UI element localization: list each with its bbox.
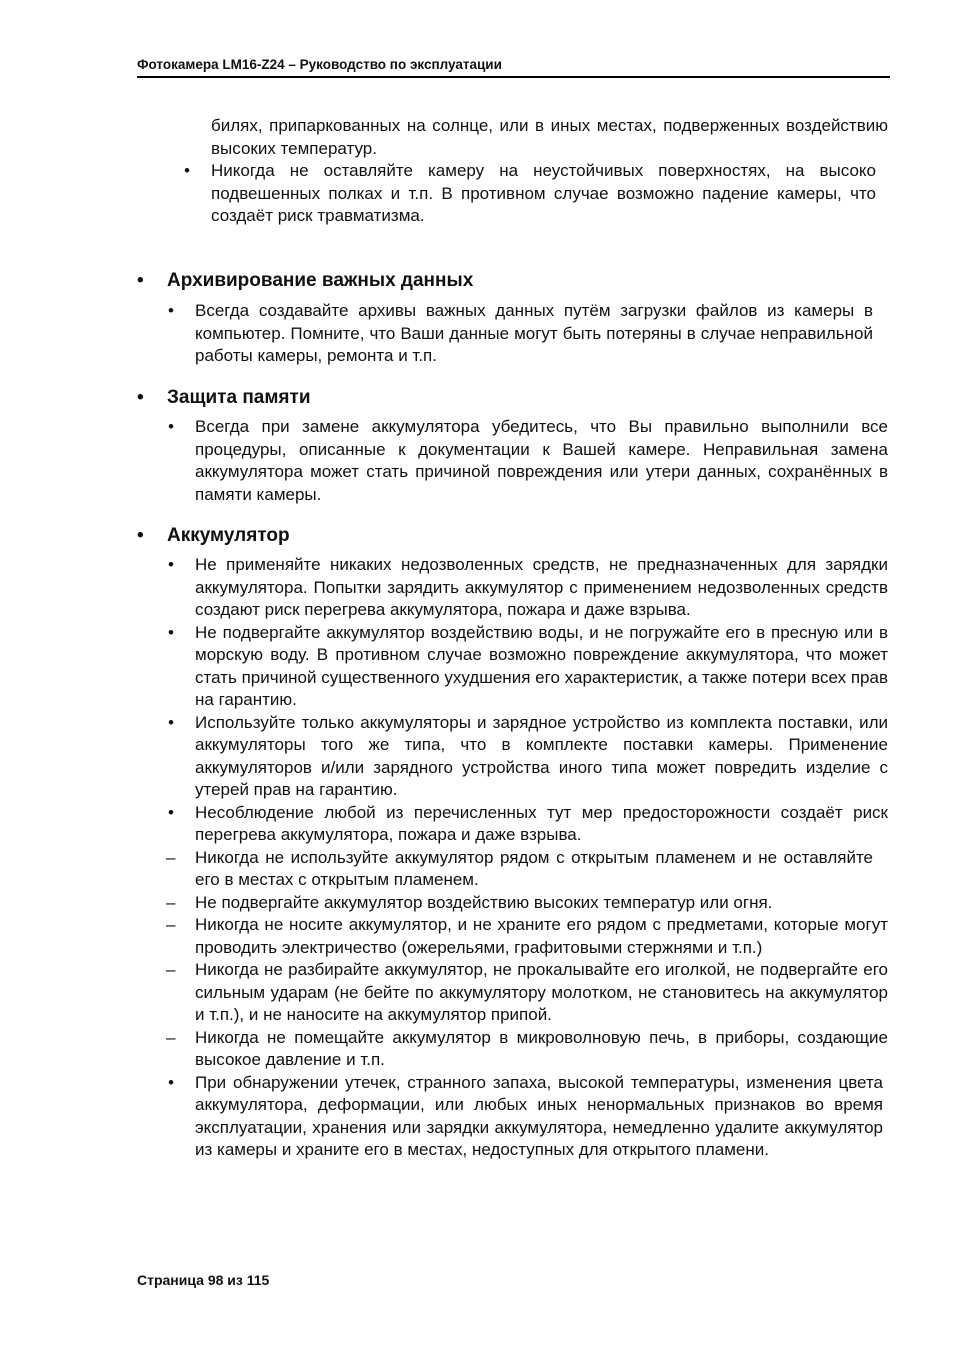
page-footer: Страница 98 из 115 — [137, 1272, 270, 1288]
section-bullet-marker: • — [137, 270, 144, 291]
bullet-marker: • — [168, 301, 174, 320]
list-item-text: Никогда не оставляйте камеру на неустойчивых поверхностях, на высоко подвешенных полках и т.п. В противном случае возможно падение камеры, что создаёт риск травматизма. — [211, 161, 876, 225]
list-item — [211, 115, 888, 160]
page-header: Фотокамера LM16-Z24 – Руководство по эксплуатации — [137, 57, 502, 72]
header-rule — [137, 76, 890, 78]
bullet-marker: • — [168, 1072, 174, 1092]
list-item — [168, 622, 888, 712]
section-title-text: Архивирование важных данных — [167, 270, 474, 291]
section-memory — [0, 386, 954, 506]
section-bullet-marker: • — [137, 525, 144, 546]
bullet-marker: • — [168, 555, 174, 574]
list-item-text: Не подвергайте аккумулятор воздействию высоких температур или огня. — [195, 892, 773, 912]
dash-marker: – — [166, 960, 176, 979]
list-item — [166, 1027, 888, 1072]
list-item — [166, 847, 873, 892]
section-title — [137, 524, 954, 548]
list-item — [168, 1072, 883, 1162]
list-item — [166, 892, 888, 915]
section-battery — [0, 524, 954, 1162]
list-item — [168, 554, 888, 622]
bullet-marker: • — [168, 802, 174, 822]
list-item-text: Никогда не носите аккумулятор, и не храните его рядом с предметами, которые могут проводить электричество (ожерельями, графитовыми стержнями и т.п.) — [195, 915, 888, 957]
section-title — [137, 386, 954, 410]
continuation-block — [0, 115, 954, 228]
list-item-text: Несоблюдение любой из перечисленных тут мер предосторожности создаёт риск перегрева аккумулятора, пожара и даже взрыва. — [195, 802, 888, 844]
section-bullet-marker: • — [137, 387, 144, 408]
section-title-text: Защита памяти — [167, 387, 311, 408]
list-item — [166, 959, 888, 1027]
dash-marker: – — [166, 847, 176, 867]
list-item-text: Не подвергайте аккумулятор воздействию воды, и не погружайте его в пресную или в морскую воду. В противном случае возможно повреждение аккумулятора, что может стать причиной существенного ухудшения его характеристик, а также потери всех прав на гарантию. — [195, 622, 888, 709]
list-item — [168, 300, 873, 368]
bullet-marker: • — [168, 622, 174, 642]
bullet-marker: • — [168, 712, 174, 732]
dash-marker: – — [166, 1027, 176, 1047]
list-item-text: Используйте только аккумуляторы и зарядное устройство из комплекта поставки, или аккумуляторы того же типа, что в комплекте поставки камеры. Применение аккумуляторов и/или зарядного устройства иного типа может повредить изделие с утерей прав на гарантию. — [195, 712, 888, 799]
list-item-text: При обнаружении утечек, странного запаха, высокой температуры, изменения цвета аккумулятора, деформации, или любых иных ненормальных признаков во время эксплуатации, хранения или зарядки аккумулятора, немедленно удалите аккумулятор из камеры и храните его в местах, недоступных для открытого пламени. — [195, 1072, 883, 1159]
section-title-text: Аккумулятор — [167, 525, 290, 546]
list-item-text: билях, припаркованных на солнце, или в иных местах, подверженных воздействию высоких температур. — [211, 116, 888, 158]
list-item — [184, 160, 876, 228]
list-item — [168, 416, 888, 506]
bullet-marker: • — [184, 161, 190, 180]
list-item-text: Никогда не помещайте аккумулятор в микроволновую печь, в приборы, создающие высокое давление и т.п. — [195, 1027, 888, 1069]
dash-marker: – — [166, 915, 176, 934]
list-item-text: Всегда при замене аккумулятора убедитесь, что Вы правильно выполнили все процедуры, описанные к документации к Вашей камере. Неправильная замена аккумулятора может стать причиной повреждения или утери данных, сохранённых в памяти камеры. — [195, 417, 888, 504]
list-item — [166, 914, 888, 959]
list-item — [168, 802, 888, 847]
section-title — [137, 269, 954, 293]
list-item — [168, 712, 888, 802]
section-archiving — [0, 269, 954, 368]
list-item-text: Не применяйте никаких недозволенных средств, не предназначенных для зарядки аккумулятора. Попытки зарядить аккумулятор с применением недозволенных средств создают риск перегрева аккумулятора, пожара и даже взрыва. — [195, 555, 888, 619]
list-item-text: Всегда создавайте архивы важных данных путём загрузки файлов из камеры в компьютер. Помните, что Ваши данные могут быть потеряны в случае неправильной работы камеры, ремонта и т.п. — [195, 301, 873, 365]
list-item-text: Никогда не разбирайте аккумулятор, не прокалывайте его иголкой, не подвергайте его сильным ударам (не бейте по аккумулятору молотком, не становитесь на аккумулятор и т.п.), и не наносите на аккумулятор припой. — [195, 960, 888, 1024]
list-item-text: Никогда не используйте аккумулятор рядом с открытым пламенем и не оставляйте его в местах с открытым пламенем. — [195, 847, 873, 889]
dash-marker: – — [166, 892, 176, 912]
bullet-marker: • — [168, 417, 174, 436]
